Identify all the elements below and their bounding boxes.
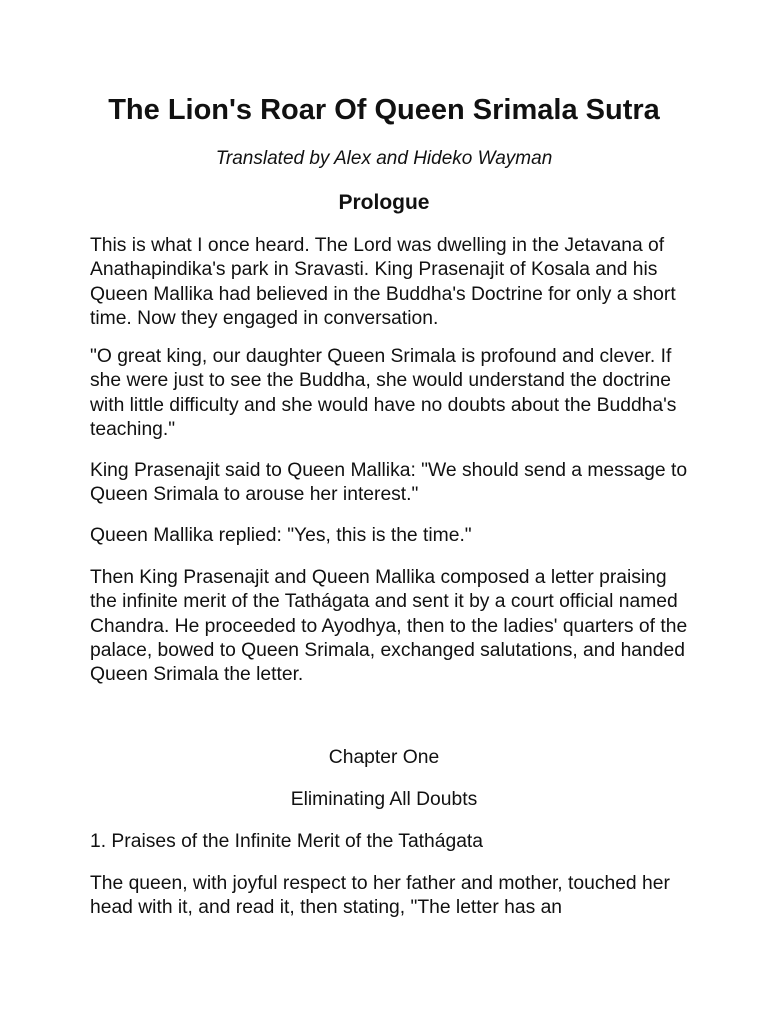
paragraph: The queen, with joyful respect to her father and mother, touched her head with it, and read it, then stating, "The letter has an — [90, 873, 670, 919]
chapter-label: Chapter One — [328, 747, 440, 768]
section-heading-prologue: Prologue — [338, 191, 430, 214]
document-title: The Lion's Roar Of Queen Srimala Sutra — [108, 94, 660, 126]
paragraph: This is what I once heard. The Lord was dwelling in the Jetavana of Anathapindika's park in Sravasti. King Prasenajit of Kosala and his Queen Mallika had believed in the Buddha's Doctrine for only a short time. Now they engaged in conversation. — [90, 235, 676, 329]
paragraph: "O great king, our daughter Queen Srimala is profound and clever. If she were just to see the Buddha, she would understand the doctrine with little difficulty and she would have no doubts about the Buddha's teaching." — [90, 346, 677, 440]
paragraph: King Prasenajit said to Queen Mallika: "We should send a message to Queen Srimala to arouse her interest." — [90, 460, 688, 506]
paragraph: Then King Prasenajit and Queen Mallika composed a letter praising the infinite merit of the Tathágata and sent it by a court official named Chandra. He proceeded to Ayodhya, then to the ladies' quarters of the palace, bowed to Queen Srimala, exchanged salutations, and handed Queen Srimala the letter. — [90, 567, 688, 686]
subsection-heading: 1. Praises of the Infinite Merit of the Tathágata — [90, 831, 483, 852]
paragraph: Queen Mallika replied: "Yes, this is the time." — [90, 525, 472, 546]
translator-credit: Translated by Alex and Hideko Wayman — [215, 148, 553, 169]
chapter-title: Eliminating All Doubts — [290, 789, 478, 810]
